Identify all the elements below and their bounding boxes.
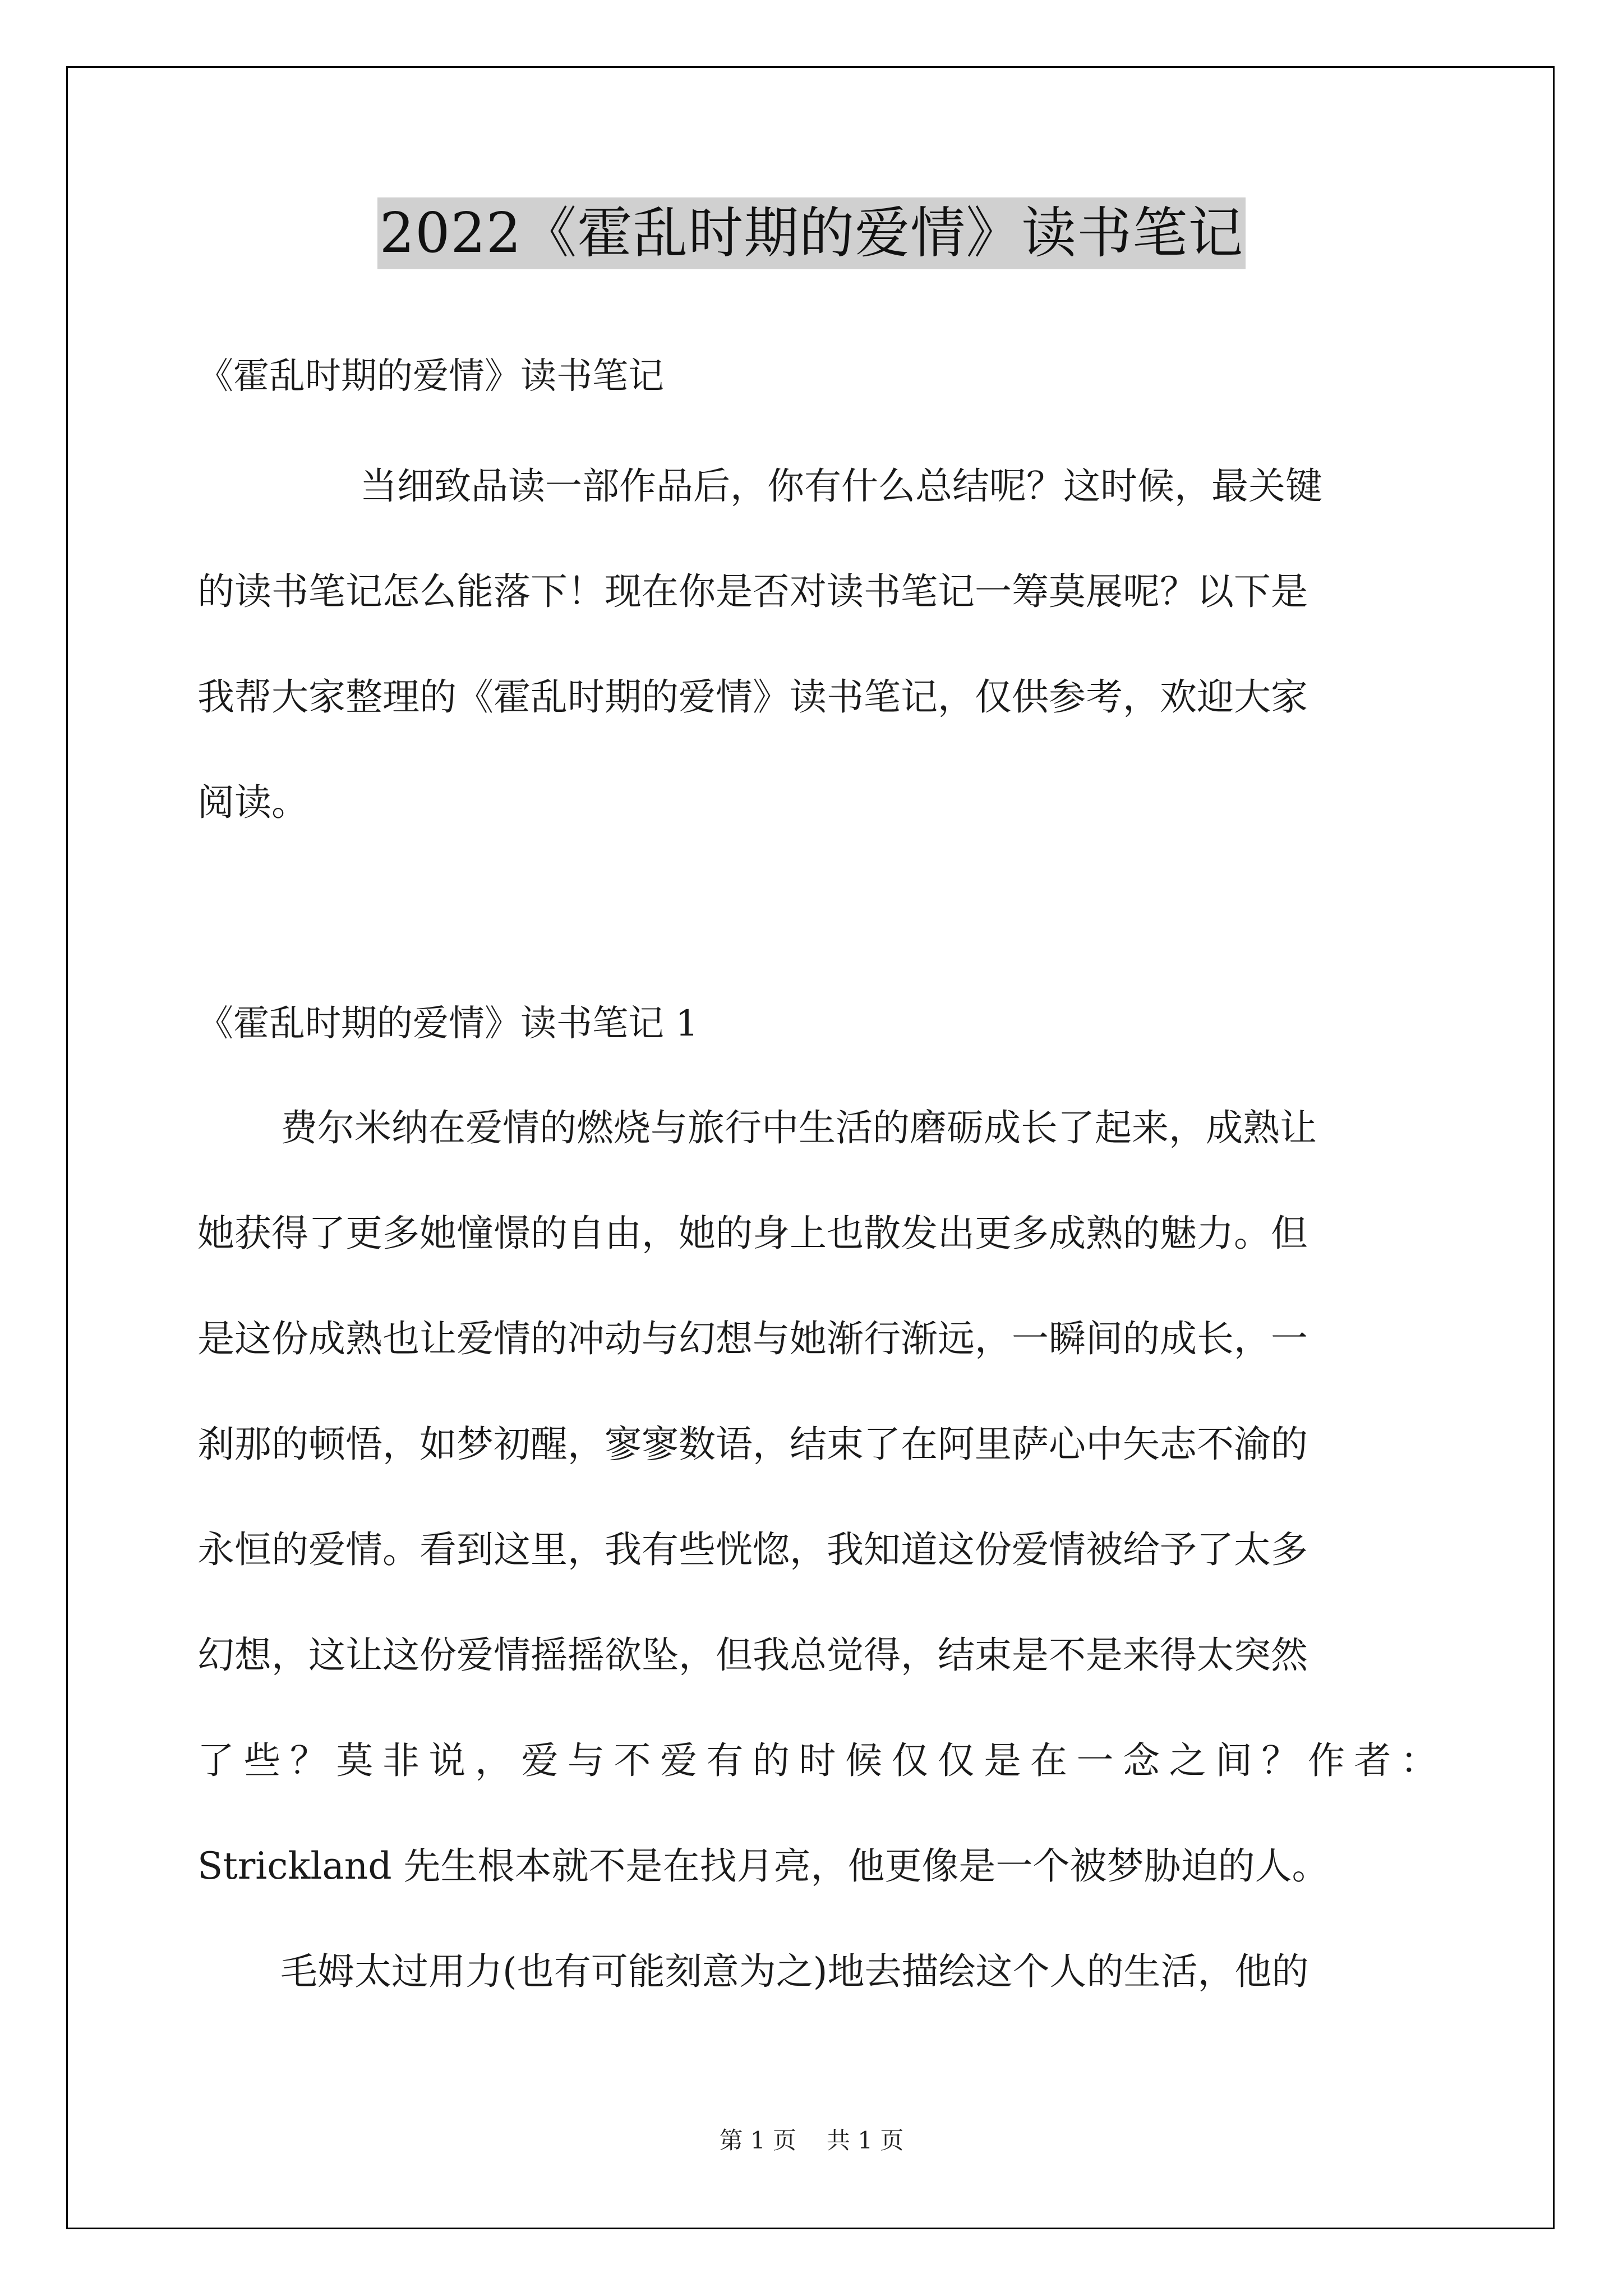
document-title: 2022《霍乱时期的爱情》读书笔记 (377, 197, 1246, 269)
title-container (0, 197, 1623, 269)
body-line: 毛姆太过用力(也有可能刻意为之)地去描绘这个人的生活，他的 (280, 1950, 1309, 1993)
body-line: 刹那的顿悟，如梦初醒，寥寥数语，结束了在阿里萨心中矢志不渝的 (197, 1423, 1308, 1466)
section-heading: 《霍乱时期的爱情》读书笔记 1 (197, 1003, 699, 1045)
body-line: 了些？莫非说，爱与不爱有的时候仅仅是在一念之间？作者： (197, 1739, 1447, 1782)
body-line: 是这份成熟也让爱情的冲动与幻想与她渐行渐远，一瞬间的成长，一 (197, 1317, 1308, 1360)
page-number: 第 1 页 (719, 2127, 796, 2154)
intro-line: 阅读。 (197, 781, 308, 824)
body-line: 永恒的爱情。看到这里，我有些恍惚，我知道这份爱情被给予了太多 (197, 1528, 1308, 1571)
page-footer (0, 2125, 1623, 2156)
intro-line: 当细致品读一部作品后，你有什么总结呢？这时候，最关键 (360, 464, 1322, 508)
document-subtitle: 《霍乱时期的爱情》读书笔记 (197, 356, 664, 397)
intro-line: 的读书笔记怎么能落下！现在你是否对读书笔记一筹莫展呢？以下是 (197, 570, 1308, 613)
body-line: Strickland 先生根本就不是在找月亮，他更像是一个被梦胁迫的人。 (197, 1844, 1329, 1888)
body-line: 幻想，这让这份爱情摇摇欲坠，但我总觉得，结束是不是来得太突然 (197, 1634, 1308, 1677)
page-total: 共 1 页 (827, 2127, 904, 2154)
body-line: 费尔米纳在爱情的燃烧与旅行中生活的磨砺成长了起来，成熟让 (280, 1106, 1317, 1149)
intro-line: 我帮大家整理的《霍乱时期的爱情》读书笔记，仅供参考，欢迎大家 (197, 675, 1308, 719)
body-line: 她获得了更多她憧憬的自由，她的身上也散发出更多成熟的魅力。但 (197, 1212, 1308, 1255)
